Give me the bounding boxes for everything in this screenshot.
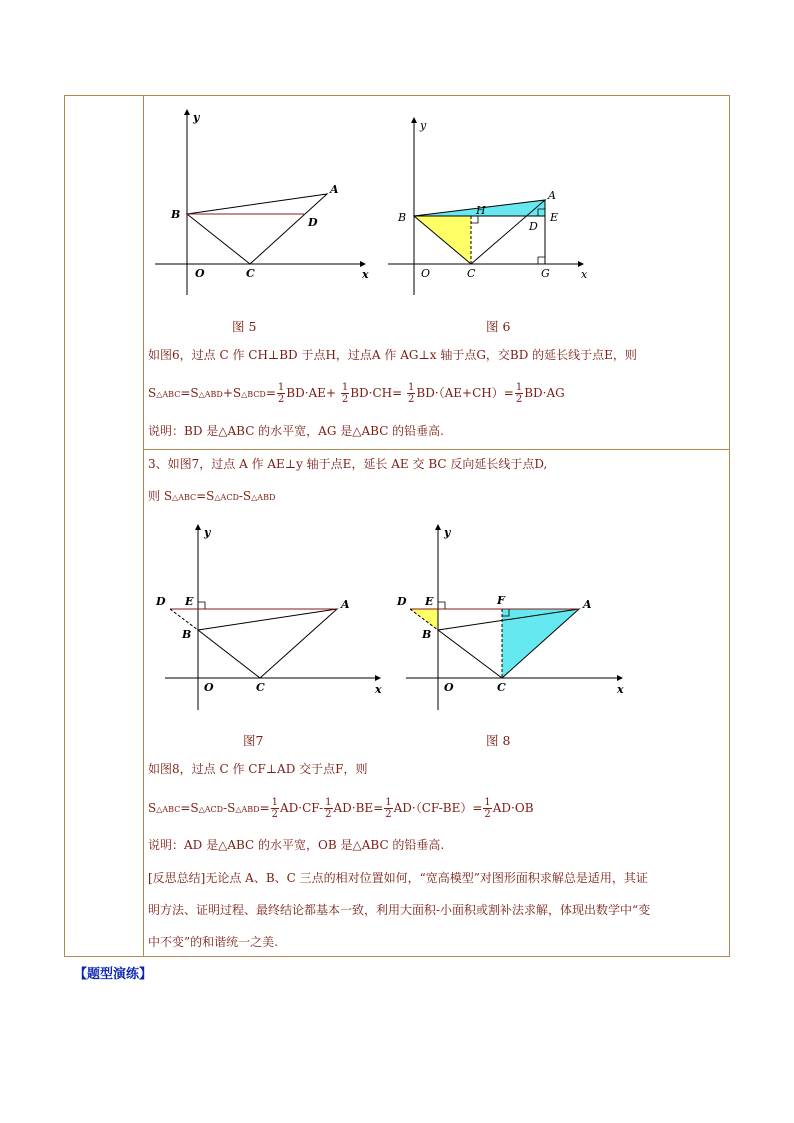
- fig6-label-o: O: [421, 267, 431, 280]
- table-row-divider: [143, 449, 729, 450]
- section2-formula: S△ABC=S△ACD-S△ABD= $\frac{1}{2}$ AD·CF- $\frac{1}{2}$ AD·BE= $\frac{1}{2}$ AD·（CF-BE）= $\frac{1}{2}$ AD·OB: [148, 797, 534, 820]
- fig6-right-angle-g: [538, 257, 545, 264]
- fig6-label-d: D: [529, 220, 538, 233]
- summary-line-1: [反思总结]无论点 A、B、C 三点的相对位置如何，“宽高模型”对图形面积求解总是适用，其证: [148, 871, 648, 885]
- fig8-label-x: x: [617, 683, 624, 696]
- fig6-label-b: B: [398, 211, 407, 224]
- fig8-label-f: F: [497, 594, 505, 607]
- fig5-label-d: D: [308, 216, 318, 229]
- figure-6: [385, 110, 605, 305]
- fig7-triangle: [198, 609, 337, 678]
- figure-5: [150, 105, 380, 305]
- section2-then: 则 S△ABC=S△ACD-S△ABD: [148, 489, 276, 503]
- fraction-half: $\frac{1}{2}$: [385, 797, 392, 820]
- fig8-label-y: y: [444, 526, 451, 539]
- fig6-right-angle-h: [471, 216, 478, 223]
- table-left-column: [65, 96, 144, 956]
- section1-formula: S△ABC=S△ABD+S△BCD= $\frac{1}{2}$ BD·AE+ $\frac{1}{2}$ BD·CH= $\frac{1}{2}$ BD·（AE+CH）= $\frac{1}{2}$ BD·AG: [148, 382, 565, 405]
- fig5-label-a: A: [330, 183, 339, 196]
- fig7-label-d: D: [156, 595, 166, 608]
- section2-note: 说明：AD 是△ABC 的水平宽，OB 是△ABC 的铅垂高.: [148, 838, 445, 852]
- fraction-half: $\frac{1}{2}$: [484, 797, 491, 820]
- fig6-label-x: x: [581, 268, 588, 281]
- section1-description: 如图6，过点 C 作 CH⊥BD 于点H，过点A 作 AG⊥x 轴于点G，交BD 的延长线于点E，则: [148, 348, 637, 362]
- section2-intro: 3、如图7，过点 A 作 AE⊥y 轴于点E，延长 AE 交 BC 反向延长线于点D,: [148, 457, 548, 471]
- fig7-label-b: B: [182, 628, 192, 641]
- figure-8: [392, 520, 632, 720]
- fig7-label-o: O: [204, 681, 214, 694]
- fraction-half: $\frac{1}{2}$: [325, 797, 332, 820]
- fig8-right-angle-e: [438, 602, 445, 609]
- fig6-label-a: A: [548, 189, 556, 202]
- section2-description: 如图8，过点 C 作 CF⊥AD 交于点F，则: [148, 762, 368, 776]
- fig8-label-o: O: [444, 681, 454, 694]
- fig7-right-angle-e: [198, 602, 205, 609]
- figure-8-caption: 图 8: [486, 733, 511, 748]
- fig8-label-d: D: [397, 595, 407, 608]
- fig8-label-c: C: [497, 681, 506, 694]
- fig8-label-a: A: [583, 598, 592, 611]
- fraction-half: $\frac{1}{2}$: [408, 382, 415, 405]
- fig6-label-e: E: [550, 211, 559, 224]
- fraction-half: $\frac{1}{2}$: [277, 382, 285, 405]
- figure-5-caption: 图 5: [232, 319, 257, 334]
- fig5-label-b: B: [171, 208, 181, 221]
- fig7-segment-db: [170, 609, 198, 630]
- fig7-label-a: A: [341, 598, 350, 611]
- summary-line-2: 明方法、证明过程、最终结论都基本一致，利用大面积-小面积或割补法求解，体现出数学中“变: [148, 903, 651, 917]
- section-heading: 【题型演练】: [74, 967, 153, 982]
- fig8-label-e: E: [425, 595, 434, 608]
- fraction-half: $\frac{1}{2}$: [341, 382, 349, 405]
- fig8-label-b: B: [422, 628, 432, 641]
- fig5-triangle: [187, 194, 327, 264]
- fig6-label-g: G: [541, 267, 550, 280]
- fig6-label-y: y: [420, 119, 427, 132]
- summary-line-3: 中不变”的和谐统一之美.: [148, 935, 278, 949]
- fig5-label-x: x: [362, 268, 369, 281]
- figure-7-caption: 图7: [243, 733, 264, 748]
- fig7-label-y: y: [204, 526, 211, 539]
- fig6-label-c: C: [467, 267, 476, 280]
- figure-7: [150, 520, 390, 720]
- fig7-label-e: E: [185, 595, 194, 608]
- fig5-label-y: y: [193, 111, 200, 124]
- fig7-label-c: C: [256, 681, 265, 694]
- fig7-label-x: x: [375, 683, 382, 696]
- fraction-half: $\frac{1}{2}$: [515, 382, 523, 405]
- fig5-label-o: O: [195, 267, 205, 280]
- figure-6-caption: 图 6: [486, 319, 511, 334]
- fraction-half: $\frac{1}{2}$: [271, 797, 279, 820]
- fig5-label-c: C: [246, 267, 255, 280]
- fig6-label-h: H: [476, 204, 486, 217]
- section1-note: 说明：BD 是△ABC 的水平宽，AG 是△ABC 的铅垂高.: [148, 424, 444, 438]
